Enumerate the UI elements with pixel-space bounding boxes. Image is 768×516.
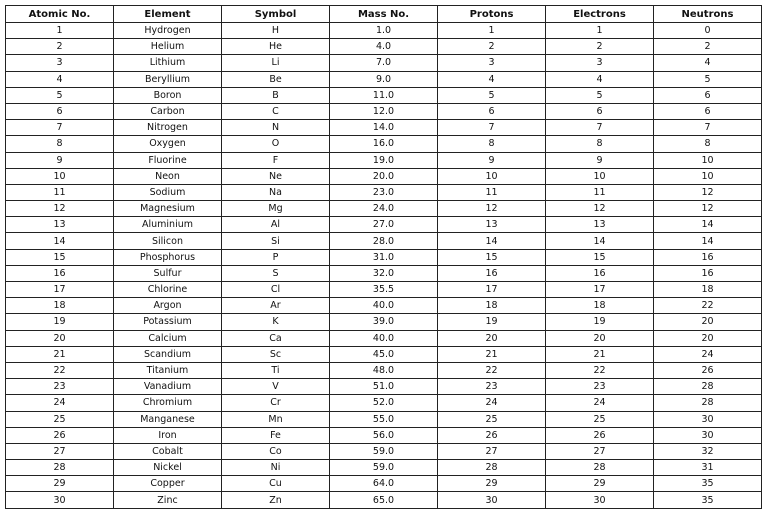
atomic-no-cell: 30	[6, 492, 114, 508]
neutrons-cell: 6	[654, 87, 762, 103]
symbol-cell: Fe	[222, 427, 330, 443]
symbol-cell: B	[222, 87, 330, 103]
atomic-no-cell: 14	[6, 233, 114, 249]
mass-no-cell: 23.0	[330, 184, 438, 200]
mass-no-cell: 40.0	[330, 330, 438, 346]
atomic-no-cell: 27	[6, 443, 114, 459]
table-row	[6, 249, 762, 265]
header-mass-no: Mass No.	[330, 6, 438, 23]
protons-cell: 9	[438, 152, 546, 168]
protons-cell: 20	[438, 330, 546, 346]
table-row	[6, 379, 762, 395]
element-cell: Scandium	[114, 346, 222, 362]
symbol-cell: C	[222, 103, 330, 119]
mass-no-cell: 7.0	[330, 55, 438, 71]
neutrons-cell: 16	[654, 265, 762, 281]
element-cell: Magnesium	[114, 201, 222, 217]
atomic-no-cell: 15	[6, 249, 114, 265]
neutrons-cell: 28	[654, 395, 762, 411]
atomic-no-cell: 5	[6, 87, 114, 103]
neutrons-cell: 22	[654, 298, 762, 314]
electrons-cell: 1	[546, 23, 654, 39]
mass-no-cell: 45.0	[330, 346, 438, 362]
atomic-no-cell: 22	[6, 362, 114, 378]
neutrons-cell: 12	[654, 184, 762, 200]
neutrons-cell: 32	[654, 443, 762, 459]
table-row	[6, 314, 762, 330]
atomic-no-cell: 7	[6, 120, 114, 136]
protons-cell: 8	[438, 136, 546, 152]
protons-cell: 11	[438, 184, 546, 200]
header-element: Element	[114, 6, 222, 23]
mass-no-cell: 48.0	[330, 362, 438, 378]
neutrons-cell: 4	[654, 55, 762, 71]
element-cell: Boron	[114, 87, 222, 103]
element-cell: Silicon	[114, 233, 222, 249]
table-row	[6, 87, 762, 103]
element-cell: Potassium	[114, 314, 222, 330]
element-cell: Helium	[114, 39, 222, 55]
neutrons-cell: 20	[654, 330, 762, 346]
neutrons-cell: 2	[654, 39, 762, 55]
atomic-no-cell: 17	[6, 282, 114, 298]
electrons-cell: 30	[546, 492, 654, 508]
element-cell: Cobalt	[114, 443, 222, 459]
table-row	[6, 492, 762, 508]
atomic-no-cell: 12	[6, 201, 114, 217]
electrons-cell: 28	[546, 460, 654, 476]
element-cell: Beryllium	[114, 71, 222, 87]
atomic-no-cell: 9	[6, 152, 114, 168]
element-cell: Oxygen	[114, 136, 222, 152]
electrons-cell: 29	[546, 476, 654, 492]
protons-cell: 2	[438, 39, 546, 55]
atomic-no-cell: 24	[6, 395, 114, 411]
protons-cell: 15	[438, 249, 546, 265]
atomic-no-cell: 21	[6, 346, 114, 362]
atomic-no-cell: 8	[6, 136, 114, 152]
mass-no-cell: 39.0	[330, 314, 438, 330]
mass-no-cell: 65.0	[330, 492, 438, 508]
electrons-cell: 11	[546, 184, 654, 200]
protons-cell: 26	[438, 427, 546, 443]
element-cell: Zinc	[114, 492, 222, 508]
protons-cell: 17	[438, 282, 546, 298]
neutrons-cell: 18	[654, 282, 762, 298]
mass-no-cell: 11.0	[330, 87, 438, 103]
element-cell: Hydrogen	[114, 23, 222, 39]
table-body	[6, 23, 762, 509]
mass-no-cell: 4.0	[330, 39, 438, 55]
header-protons: Protons	[438, 6, 546, 23]
electrons-cell: 18	[546, 298, 654, 314]
neutrons-cell: 14	[654, 233, 762, 249]
element-cell: Fluorine	[114, 152, 222, 168]
atomic-no-cell: 1	[6, 23, 114, 39]
symbol-cell: Ne	[222, 168, 330, 184]
protons-cell: 30	[438, 492, 546, 508]
electrons-cell: 2	[546, 39, 654, 55]
element-cell: Argon	[114, 298, 222, 314]
symbol-cell: Sc	[222, 346, 330, 362]
electrons-cell: 8	[546, 136, 654, 152]
mass-no-cell: 14.0	[330, 120, 438, 136]
table-row	[6, 265, 762, 281]
mass-no-cell: 16.0	[330, 136, 438, 152]
protons-cell: 13	[438, 217, 546, 233]
symbol-cell: Si	[222, 233, 330, 249]
element-cell: Titanium	[114, 362, 222, 378]
atomic-no-cell: 2	[6, 39, 114, 55]
atomic-no-cell: 20	[6, 330, 114, 346]
mass-no-cell: 35.5	[330, 282, 438, 298]
atomic-no-cell: 11	[6, 184, 114, 200]
electrons-cell: 25	[546, 411, 654, 427]
neutrons-cell: 35	[654, 492, 762, 508]
protons-cell: 18	[438, 298, 546, 314]
atomic-no-cell: 19	[6, 314, 114, 330]
table-row	[6, 23, 762, 39]
protons-cell: 16	[438, 265, 546, 281]
table-row	[6, 120, 762, 136]
symbol-cell: Ca	[222, 330, 330, 346]
electrons-cell: 13	[546, 217, 654, 233]
mass-no-cell: 51.0	[330, 379, 438, 395]
neutrons-cell: 5	[654, 71, 762, 87]
atomic-no-cell: 18	[6, 298, 114, 314]
neutrons-cell: 7	[654, 120, 762, 136]
atomic-no-cell: 3	[6, 55, 114, 71]
element-cell: Vanadium	[114, 379, 222, 395]
symbol-cell: H	[222, 23, 330, 39]
mass-no-cell: 24.0	[330, 201, 438, 217]
symbol-cell: Co	[222, 443, 330, 459]
protons-cell: 24	[438, 395, 546, 411]
protons-cell: 22	[438, 362, 546, 378]
neutrons-cell: 20	[654, 314, 762, 330]
element-cell: Calcium	[114, 330, 222, 346]
atomic-no-cell: 26	[6, 427, 114, 443]
protons-cell: 21	[438, 346, 546, 362]
mass-no-cell: 28.0	[330, 233, 438, 249]
electrons-cell: 4	[546, 71, 654, 87]
table-row	[6, 427, 762, 443]
symbol-cell: Ti	[222, 362, 330, 378]
electrons-cell: 26	[546, 427, 654, 443]
mass-no-cell: 27.0	[330, 217, 438, 233]
neutrons-cell: 24	[654, 346, 762, 362]
neutrons-cell: 12	[654, 201, 762, 217]
mass-no-cell: 64.0	[330, 476, 438, 492]
mass-no-cell: 59.0	[330, 443, 438, 459]
symbol-cell: K	[222, 314, 330, 330]
symbol-cell: Be	[222, 71, 330, 87]
element-cell: Chlorine	[114, 282, 222, 298]
symbol-cell: Cl	[222, 282, 330, 298]
electrons-cell: 15	[546, 249, 654, 265]
mass-no-cell: 20.0	[330, 168, 438, 184]
mass-no-cell: 1.0	[330, 23, 438, 39]
symbol-cell: Mn	[222, 411, 330, 427]
atomic-no-cell: 4	[6, 71, 114, 87]
protons-cell: 3	[438, 55, 546, 71]
element-cell: Aluminium	[114, 217, 222, 233]
neutrons-cell: 30	[654, 411, 762, 427]
table-header	[6, 6, 762, 23]
protons-cell: 29	[438, 476, 546, 492]
electrons-cell: 7	[546, 120, 654, 136]
protons-cell: 4	[438, 71, 546, 87]
symbol-cell: P	[222, 249, 330, 265]
element-cell: Neon	[114, 168, 222, 184]
electrons-cell: 17	[546, 282, 654, 298]
atomic-no-cell: 28	[6, 460, 114, 476]
element-cell: Copper	[114, 476, 222, 492]
mass-no-cell: 12.0	[330, 103, 438, 119]
table-row	[6, 330, 762, 346]
table-row	[6, 362, 762, 378]
atomic-no-cell: 6	[6, 103, 114, 119]
mass-no-cell: 9.0	[330, 71, 438, 87]
table-row	[6, 395, 762, 411]
symbol-cell: F	[222, 152, 330, 168]
element-cell: Phosphorus	[114, 249, 222, 265]
symbol-cell: Li	[222, 55, 330, 71]
neutrons-cell: 35	[654, 476, 762, 492]
table-row	[6, 201, 762, 217]
atomic-no-cell: 10	[6, 168, 114, 184]
table-row	[6, 217, 762, 233]
neutrons-cell: 26	[654, 362, 762, 378]
electrons-cell: 6	[546, 103, 654, 119]
atomic-no-cell: 23	[6, 379, 114, 395]
symbol-cell: Na	[222, 184, 330, 200]
element-cell: Nickel	[114, 460, 222, 476]
neutrons-cell: 30	[654, 427, 762, 443]
atomic-no-cell: 16	[6, 265, 114, 281]
symbol-cell: O	[222, 136, 330, 152]
mass-no-cell: 31.0	[330, 249, 438, 265]
header-atomic-no: Atomic No.	[6, 6, 114, 23]
electrons-cell: 16	[546, 265, 654, 281]
neutrons-cell: 0	[654, 23, 762, 39]
symbol-cell: Al	[222, 217, 330, 233]
header-electrons: Electrons	[546, 6, 654, 23]
table-row	[6, 103, 762, 119]
mass-no-cell: 52.0	[330, 395, 438, 411]
element-cell: Sodium	[114, 184, 222, 200]
table-row	[6, 184, 762, 200]
mass-no-cell: 19.0	[330, 152, 438, 168]
table-row	[6, 55, 762, 71]
header-neutrons: Neutrons	[654, 6, 762, 23]
electrons-cell: 24	[546, 395, 654, 411]
table-row	[6, 411, 762, 427]
symbol-cell: Zn	[222, 492, 330, 508]
protons-cell: 7	[438, 120, 546, 136]
neutrons-cell: 10	[654, 168, 762, 184]
protons-cell: 1	[438, 23, 546, 39]
element-cell: Manganese	[114, 411, 222, 427]
table-row	[6, 476, 762, 492]
element-cell: Iron	[114, 427, 222, 443]
protons-cell: 19	[438, 314, 546, 330]
atomic-no-cell: 25	[6, 411, 114, 427]
protons-cell: 14	[438, 233, 546, 249]
protons-cell: 23	[438, 379, 546, 395]
protons-cell: 12	[438, 201, 546, 217]
neutrons-cell: 6	[654, 103, 762, 119]
element-cell: Nitrogen	[114, 120, 222, 136]
electrons-cell: 20	[546, 330, 654, 346]
neutrons-cell: 14	[654, 217, 762, 233]
electrons-cell: 14	[546, 233, 654, 249]
electrons-cell: 10	[546, 168, 654, 184]
elements-table	[5, 5, 762, 509]
mass-no-cell: 40.0	[330, 298, 438, 314]
mass-no-cell: 56.0	[330, 427, 438, 443]
element-cell: Carbon	[114, 103, 222, 119]
electrons-cell: 27	[546, 443, 654, 459]
protons-cell: 25	[438, 411, 546, 427]
symbol-cell: S	[222, 265, 330, 281]
symbol-cell: Cr	[222, 395, 330, 411]
protons-cell: 6	[438, 103, 546, 119]
symbol-cell: V	[222, 379, 330, 395]
table-row	[6, 460, 762, 476]
atomic-no-cell: 29	[6, 476, 114, 492]
table-row	[6, 282, 762, 298]
protons-cell: 28	[438, 460, 546, 476]
electrons-cell: 21	[546, 346, 654, 362]
table-row	[6, 136, 762, 152]
protons-cell: 10	[438, 168, 546, 184]
table-row	[6, 168, 762, 184]
neutrons-cell: 16	[654, 249, 762, 265]
table-row	[6, 39, 762, 55]
element-cell: Chromium	[114, 395, 222, 411]
mass-no-cell: 32.0	[330, 265, 438, 281]
symbol-cell: He	[222, 39, 330, 55]
element-cell: Lithium	[114, 55, 222, 71]
symbol-cell: Mg	[222, 201, 330, 217]
symbol-cell: Ni	[222, 460, 330, 476]
table-row	[6, 152, 762, 168]
electrons-cell: 12	[546, 201, 654, 217]
electrons-cell: 3	[546, 55, 654, 71]
header-row	[6, 6, 762, 23]
symbol-cell: Ar	[222, 298, 330, 314]
neutrons-cell: 10	[654, 152, 762, 168]
electrons-cell: 5	[546, 87, 654, 103]
table-row	[6, 443, 762, 459]
protons-cell: 5	[438, 87, 546, 103]
electrons-cell: 22	[546, 362, 654, 378]
table-row	[6, 71, 762, 87]
protons-cell: 27	[438, 443, 546, 459]
neutrons-cell: 28	[654, 379, 762, 395]
mass-no-cell: 59.0	[330, 460, 438, 476]
header-symbol: Symbol	[222, 6, 330, 23]
symbol-cell: N	[222, 120, 330, 136]
electrons-cell: 9	[546, 152, 654, 168]
symbol-cell: Cu	[222, 476, 330, 492]
atomic-no-cell: 13	[6, 217, 114, 233]
electrons-cell: 19	[546, 314, 654, 330]
neutrons-cell: 31	[654, 460, 762, 476]
table-row	[6, 298, 762, 314]
table-row	[6, 233, 762, 249]
mass-no-cell: 55.0	[330, 411, 438, 427]
table-row	[6, 346, 762, 362]
element-cell: Sulfur	[114, 265, 222, 281]
element-table-container	[5, 5, 761, 509]
neutrons-cell: 8	[654, 136, 762, 152]
electrons-cell: 23	[546, 379, 654, 395]
